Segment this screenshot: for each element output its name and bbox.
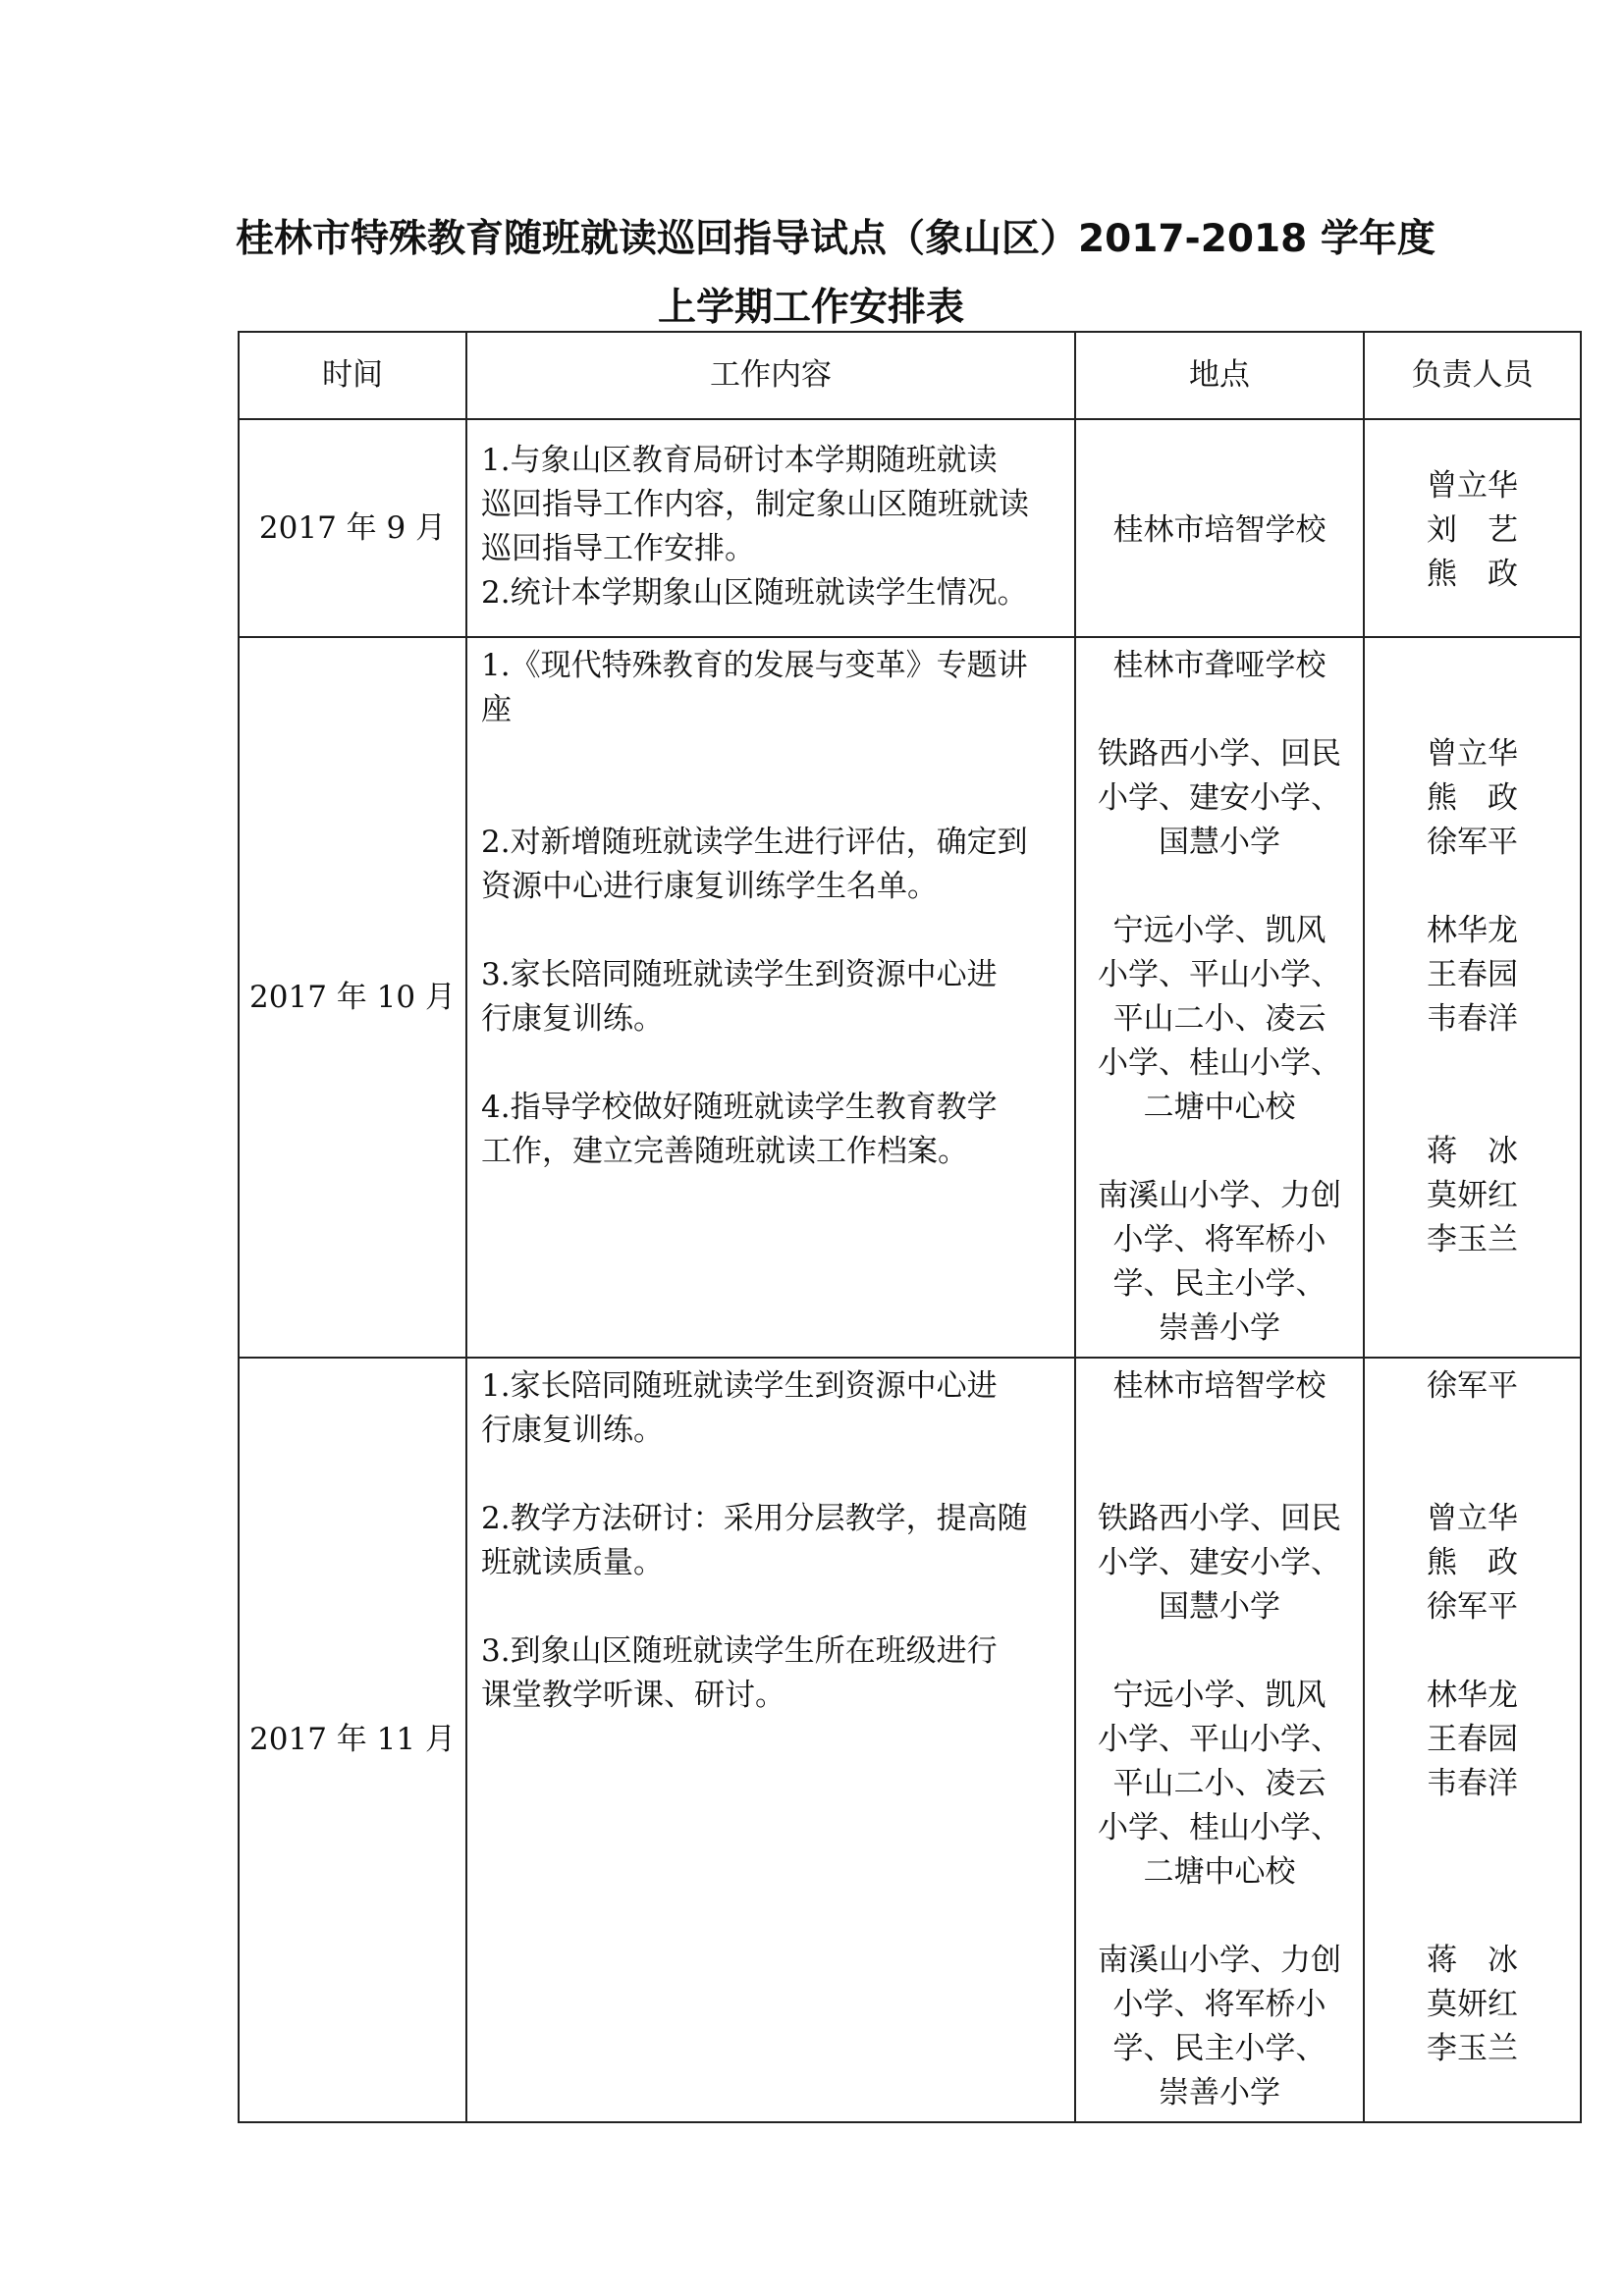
table-header-row <box>239 332 1581 419</box>
location-line: 小学、桂山小学、 <box>1098 1045 1341 1081</box>
person-name: 熊 政 <box>1427 1545 1518 1580</box>
location-line: 桂林市培智学校 <box>1112 1368 1326 1404</box>
person-name: 韦春洋 <box>1427 1766 1518 1801</box>
content-line: 工作，建立完善随班就读工作档案。 <box>481 1134 968 1169</box>
location-line: 小学、建安小学、 <box>1098 780 1341 816</box>
person-name: 曾立华 <box>1427 1501 1518 1536</box>
time-cell: 2017 年 9 月 <box>239 419 466 637</box>
person-name: 韦春洋 <box>1427 1001 1518 1037</box>
location-line: 南溪山小学、力创 <box>1098 1943 1341 1978</box>
location-line: 小学、将军桥小 <box>1112 1222 1326 1257</box>
people-cell <box>1364 419 1581 637</box>
location-line: 桂林市培智学校 <box>1112 511 1326 548</box>
content-line: 巡回指导工作安排。 <box>481 531 755 566</box>
content-line: 2.对新增随班就读学生进行评估，确定到 <box>481 825 1028 860</box>
person-name: 王春园 <box>1427 1722 1518 1757</box>
location-line: 南溪山小学、力创 <box>1098 1178 1341 1213</box>
location-cell <box>1075 1358 1364 2122</box>
header-location: 地点 <box>1075 332 1364 419</box>
content-line: 3.家长陪同随班就读学生到资源中心进 <box>481 957 998 992</box>
person-name: 莫妍红 <box>1427 1178 1518 1213</box>
location-line: 崇善小学 <box>1159 1310 1280 1346</box>
content-line: 1.家长陪同随班就读学生到资源中心进 <box>481 1368 998 1404</box>
header-content: 工作内容 <box>466 332 1075 419</box>
person-name: 徐军平 <box>1427 825 1518 860</box>
person-name: 曾立华 <box>1427 736 1518 772</box>
person-name: 熊 政 <box>1427 556 1518 592</box>
content-line: 行康复训练。 <box>481 1001 664 1037</box>
content-line: 座 <box>481 692 512 727</box>
person-name: 李玉兰 <box>1427 1222 1518 1257</box>
content-line: 1.与象山区教育局研讨本学期随班就读 <box>481 443 998 478</box>
table-row <box>239 419 1581 637</box>
content-line: 行康复训练。 <box>481 1413 664 1448</box>
person-name: 林华龙 <box>1427 913 1518 948</box>
location-line: 小学、将军桥小 <box>1112 1987 1326 2022</box>
content-line: 4.指导学校做好随班就读学生教育教学 <box>481 1090 998 1125</box>
person-name: 徐军平 <box>1427 1368 1518 1404</box>
header-people: 负责人员 <box>1364 332 1581 419</box>
location-line: 平山二小、凌云 <box>1112 1001 1326 1037</box>
person-name: 林华龙 <box>1427 1678 1518 1713</box>
content-cell <box>466 637 1075 1358</box>
location-cell <box>1075 637 1364 1358</box>
location-line: 学、民主小学、 <box>1112 2031 1326 2066</box>
location-line: 小学、平山小学、 <box>1098 1722 1341 1757</box>
table-row <box>239 637 1581 1358</box>
location-line: 二塘中心校 <box>1143 1854 1296 1890</box>
people-cell <box>1364 1358 1581 2122</box>
location-line: 小学、建安小学、 <box>1098 1545 1341 1580</box>
location-cell <box>1075 419 1364 637</box>
location-line: 平山二小、凌云 <box>1112 1766 1326 1801</box>
location-line: 铁路西小学、回民 <box>1098 736 1341 772</box>
location-line: 崇善小学 <box>1159 2075 1280 2110</box>
person-name: 徐军平 <box>1427 1589 1518 1625</box>
document-title-line2: 上学期工作安排表 <box>658 286 965 330</box>
content-line: 2.教学方法研讨：采用分层教学，提高随 <box>481 1501 1028 1536</box>
person-name: 刘 艺 <box>1427 511 1518 548</box>
content-line: 巡回指导工作内容，制定象山区随班就读 <box>481 487 1029 522</box>
person-name: 蒋 冰 <box>1427 1943 1518 1978</box>
schedule-table <box>238 331 1582 2123</box>
location-line: 宁远小学、凯风 <box>1112 1678 1326 1713</box>
person-name: 曾立华 <box>1427 467 1518 504</box>
location-line: 桂林市聋哑学校 <box>1112 648 1326 683</box>
content-line: 1.《现代特殊教育的发展与变革》专题讲 <box>481 648 1028 683</box>
time-cell: 2017 年 10 月 <box>239 637 466 1358</box>
content-line: 3.到象山区随班就读学生所在班级进行 <box>481 1633 998 1669</box>
person-name: 莫妍红 <box>1427 1987 1518 2022</box>
person-name: 熊 政 <box>1427 780 1518 816</box>
time-cell: 2017 年 11 月 <box>239 1358 466 2122</box>
content-line: 课堂教学听课、研讨。 <box>481 1678 785 1713</box>
person-name: 李玉兰 <box>1427 2031 1518 2066</box>
person-name: 王春园 <box>1427 957 1518 992</box>
people-cell <box>1364 637 1581 1358</box>
location-line: 国慧小学 <box>1159 1589 1280 1625</box>
location-line: 学、民主小学、 <box>1112 1266 1326 1302</box>
content-cell <box>466 419 1075 637</box>
location-line: 小学、平山小学、 <box>1098 957 1341 992</box>
header-time: 时间 <box>239 332 466 419</box>
content-line: 班就读质量。 <box>481 1545 664 1580</box>
person-name: 蒋 冰 <box>1427 1134 1518 1169</box>
location-line: 二塘中心校 <box>1143 1090 1296 1125</box>
content-cell <box>466 1358 1075 2122</box>
location-line: 小学、桂山小学、 <box>1098 1810 1341 1845</box>
content-line: 2.统计本学期象山区随班就读学生情况。 <box>481 575 1028 611</box>
location-line: 宁远小学、凯风 <box>1112 913 1326 948</box>
location-line: 铁路西小学、回民 <box>1098 1501 1341 1536</box>
document-title-line1: 桂林市特殊教育随班就读巡回指导试点（象山区）2017-2018 学年度 <box>236 217 1435 261</box>
location-line: 国慧小学 <box>1159 825 1280 860</box>
content-line: 资源中心进行康复训练学生名单。 <box>481 869 938 904</box>
table-row <box>239 1358 1581 2122</box>
